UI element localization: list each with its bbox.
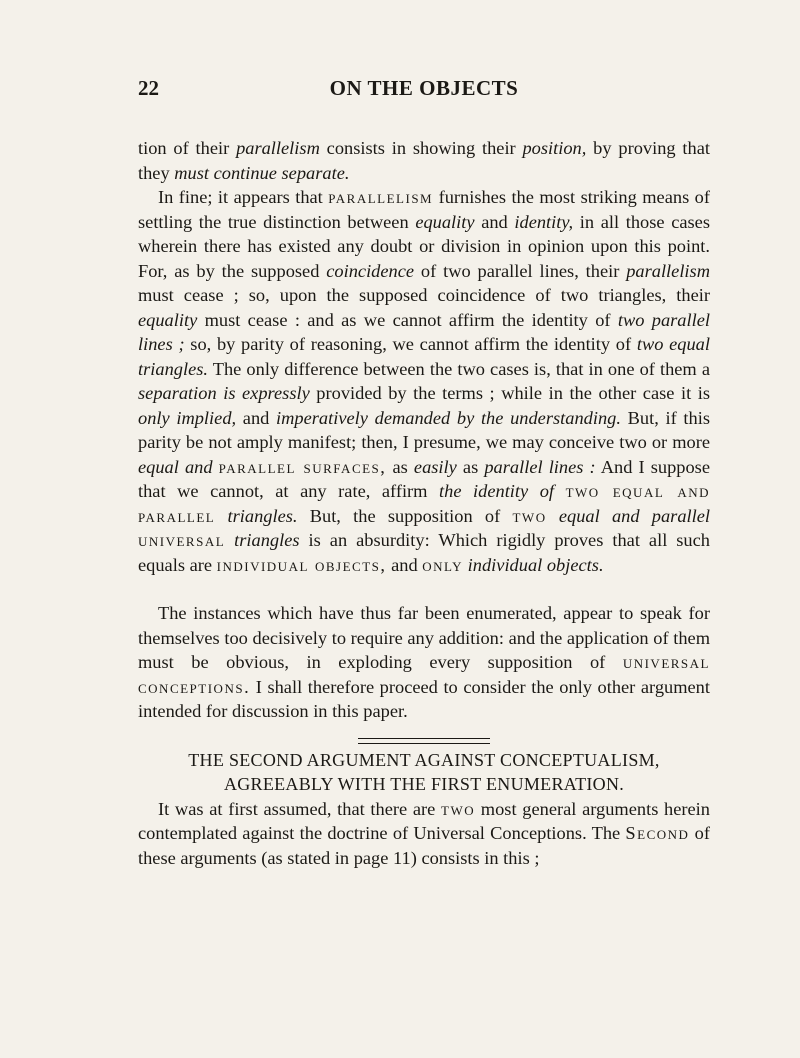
italic-run: triangles. — [227, 505, 298, 526]
italic-run: individual objects. — [467, 554, 604, 575]
italic-run: imperatively demanded by the understanding. — [276, 407, 621, 428]
italic-run: equal and — [138, 456, 213, 477]
small-caps-run: two equal and parallel — [138, 481, 710, 526]
text-run: as — [456, 456, 485, 477]
text-run: The only difference between the two cases is, that in one of them a — [208, 358, 710, 379]
text-run: But, the supposition of — [297, 505, 513, 526]
italic-run: equality — [415, 211, 475, 232]
italic-run: parallelism — [626, 260, 710, 281]
text-run — [225, 530, 234, 550]
text-run: and — [236, 407, 277, 428]
text-run: It was at first assumed, that there are — [158, 798, 441, 819]
text-run: of these arguments (as stated in page 11) consists in this ; — [138, 823, 710, 868]
text-run: The instances which have thus far been enumerated, appear to speak for themselves too decisively to require any addition: and the application of them must be obvious, in exploding every supposition of — [138, 603, 710, 672]
running-head: ON THE OBJECTS — [329, 76, 519, 100]
text-run: so, by parity of reasoning, we cannot affirm the identity of — [184, 334, 637, 354]
text-run: must cease : and as we cannot affirm the identity of — [197, 309, 618, 330]
italic-run: position, — [522, 138, 587, 158]
text-run: of two parallel lines, their — [414, 260, 627, 281]
text-run: tion of their — [138, 138, 237, 158]
paragraph-4 — [138, 797, 710, 871]
page-body — [138, 136, 710, 870]
italic-run: two parallel lines ; — [138, 309, 710, 354]
text-run — [554, 481, 566, 501]
italic-run: identity, — [514, 211, 574, 232]
text-run: consists in showing their — [319, 138, 523, 158]
italic-run: must continue separate. — [174, 162, 350, 183]
italic-run: only implied, — [138, 407, 237, 428]
text-run — [547, 506, 559, 526]
small-caps-run: universal — [138, 530, 226, 550]
small-caps-run: individual objects, — [216, 554, 387, 575]
small-caps-run: only — [422, 554, 464, 575]
page-header — [138, 76, 710, 106]
text-run: in all those cases wherein there has existed any doubt or division in opinion upon this point. For, as by the supposed — [138, 211, 710, 281]
paragraph-1 — [138, 136, 710, 185]
italic-run: parallelism — [236, 138, 320, 158]
text-run: I shall therefore proceed to consider the only other argument intended for discussion in this paper. — [138, 676, 710, 721]
text-run: and — [474, 211, 515, 232]
italic-run: easily — [413, 456, 457, 477]
small-caps-run: universal conceptions. — [138, 652, 710, 697]
section-heading-line-2: AGREEABLY WITH THE FIRST ENUMERATION. — [223, 774, 625, 794]
text-run: and — [386, 554, 423, 575]
text-run: is an absurdity: Which rigidly proves that all such equals are — [138, 530, 710, 575]
text-run: must cease ; so, upon the supposed coincidence of two triangles, their — [138, 285, 710, 305]
text-run: furnishes the most striking means of settling the true distinction between — [138, 187, 710, 232]
small-caps-run: two — [512, 505, 547, 526]
text-run: But, if this parity be not amply manifest; then, I presume, we may conceive two or more — [138, 407, 710, 452]
italic-run: parallel lines : — [484, 456, 596, 477]
text-run: by proving that they — [138, 138, 710, 183]
text-run: most general arguments herein contemplated against the doctrine of Universal Conceptions. The — [138, 798, 710, 843]
italic-run: the identity of — [439, 481, 555, 501]
text-run — [215, 506, 227, 526]
text-run: In fine; it appears that — [158, 187, 329, 207]
italic-run: triangles — [234, 530, 300, 550]
small-caps-run: parallel surfaces, — [218, 456, 387, 477]
italic-run: two equal triangles. — [138, 334, 710, 379]
italic-run: equal and parallel — [558, 505, 711, 526]
paragraph-3 — [138, 601, 710, 724]
text-run: as — [386, 456, 414, 477]
text-run: provided by the terms ; while in the other case it is — [309, 383, 710, 403]
page-number: 22 — [138, 76, 159, 100]
small-caps-run: two — [441, 798, 476, 819]
section-heading-line-1: THE SECOND ARGUMENT AGAINST CONCEPTUALISM, — [188, 749, 660, 770]
small-caps-run: parallelism — [328, 187, 434, 207]
italic-run: coincidence — [326, 260, 415, 281]
section-divider — [358, 738, 490, 744]
small-caps-run: Second — [625, 823, 690, 843]
text-run: And I suppose that we cannot, at any rate, affirm — [138, 456, 710, 501]
italic-run: equality — [138, 309, 198, 330]
paragraph-2 — [138, 185, 710, 577]
italic-run: separation is expressly — [138, 383, 310, 403]
